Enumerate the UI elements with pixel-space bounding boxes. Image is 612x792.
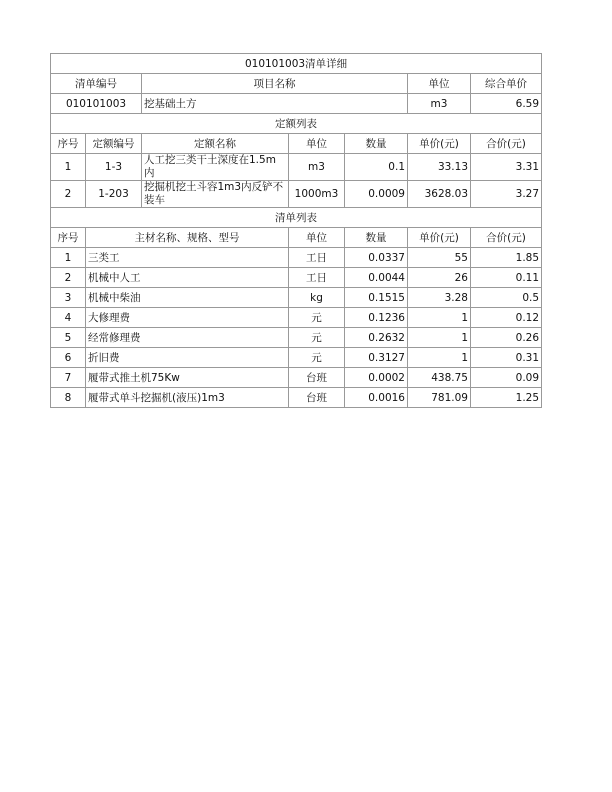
material-header-row (51, 228, 542, 248)
quota-name-header: 定额名称 (142, 134, 289, 154)
quota-name: 挖掘机挖土斗容1m3内反铲不装车 (142, 181, 289, 208)
material-row (51, 268, 542, 288)
material-name: 机械中人工 (86, 268, 289, 288)
bill-row (51, 94, 542, 114)
material-total: 0.31 (471, 348, 542, 368)
quota-code: 1-203 (86, 181, 142, 208)
material-row (51, 308, 542, 328)
material-qty: 0.1515 (345, 288, 408, 308)
bill-detail-table (50, 53, 542, 408)
material-unit-header: 单位 (289, 228, 345, 248)
material-name-header: 主材名称、规格、型号 (86, 228, 289, 248)
material-qty: 0.0337 (345, 248, 408, 268)
material-unit-price: 1 (408, 308, 471, 328)
quota-section-title-row (51, 114, 542, 134)
material-unit-price: 1 (408, 348, 471, 368)
material-total-header: 合价(元) (471, 228, 542, 248)
page-title: 010101003清单详细 (51, 54, 542, 74)
bill-unit: m3 (408, 94, 471, 114)
quota-seq: 1 (51, 154, 86, 181)
material-seq: 3 (51, 288, 86, 308)
material-seq: 1 (51, 248, 86, 268)
quota-row (51, 154, 542, 181)
bill-code-header: 清单编号 (51, 74, 142, 94)
material-unit: 工日 (289, 248, 345, 268)
material-qty: 0.2632 (345, 328, 408, 348)
quota-code: 1-3 (86, 154, 142, 181)
quota-seq: 2 (51, 181, 86, 208)
material-unit-price: 26 (408, 268, 471, 288)
material-unit: 元 (289, 328, 345, 348)
material-name: 三类工 (86, 248, 289, 268)
material-unit: 元 (289, 348, 345, 368)
material-unit: 台班 (289, 388, 345, 408)
quota-code-header: 定额编号 (86, 134, 142, 154)
material-unit-price-header: 单价(元) (408, 228, 471, 248)
material-seq: 5 (51, 328, 86, 348)
material-unit-price: 781.09 (408, 388, 471, 408)
material-total: 0.5 (471, 288, 542, 308)
material-seq: 6 (51, 348, 86, 368)
quota-unit: 1000m3 (289, 181, 345, 208)
material-unit-price: 1 (408, 328, 471, 348)
material-row (51, 388, 542, 408)
material-unit: kg (289, 288, 345, 308)
quota-unit: m3 (289, 154, 345, 181)
material-name: 机械中柴油 (86, 288, 289, 308)
quota-section-title: 定额列表 (51, 114, 542, 134)
material-row (51, 328, 542, 348)
material-unit-price: 438.75 (408, 368, 471, 388)
quota-name: 人工挖三类干土深度在1.5m内 (142, 154, 289, 181)
material-row (51, 248, 542, 268)
material-total: 1.85 (471, 248, 542, 268)
quota-unit-price: 3628.03 (408, 181, 471, 208)
material-seq: 2 (51, 268, 86, 288)
quota-row (51, 181, 542, 208)
bill-code: 010101003 (51, 94, 142, 114)
material-total: 0.11 (471, 268, 542, 288)
material-name: 履带式单斗挖掘机(液压)1m3 (86, 388, 289, 408)
material-qty-header: 数量 (345, 228, 408, 248)
material-seq: 4 (51, 308, 86, 328)
quota-qty: 0.1 (345, 154, 408, 181)
quota-qty: 0.0009 (345, 181, 408, 208)
bill-price-header: 综合单价 (471, 74, 542, 94)
quota-total: 3.31 (471, 154, 542, 181)
quota-unit-header: 单位 (289, 134, 345, 154)
material-unit: 台班 (289, 368, 345, 388)
bill-unit-header: 单位 (408, 74, 471, 94)
material-qty: 0.0044 (345, 268, 408, 288)
material-name: 经常修理费 (86, 328, 289, 348)
material-total: 0.26 (471, 328, 542, 348)
quota-total: 3.27 (471, 181, 542, 208)
material-qty: 0.3127 (345, 348, 408, 368)
material-row (51, 368, 542, 388)
material-unit: 元 (289, 308, 345, 328)
quota-header-row (51, 134, 542, 154)
material-section-title: 清单列表 (51, 208, 542, 228)
material-total: 0.09 (471, 368, 542, 388)
material-name: 大修理费 (86, 308, 289, 328)
material-unit: 工日 (289, 268, 345, 288)
material-total: 1.25 (471, 388, 542, 408)
quota-unit-price: 33.13 (408, 154, 471, 181)
quota-seq-header: 序号 (51, 134, 86, 154)
material-section-title-row (51, 208, 542, 228)
material-seq-header: 序号 (51, 228, 86, 248)
material-row (51, 288, 542, 308)
material-qty: 0.1236 (345, 308, 408, 328)
material-row (51, 348, 542, 368)
quota-total-header: 合价(元) (471, 134, 542, 154)
bill-name-header: 项目名称 (142, 74, 408, 94)
material-seq: 7 (51, 368, 86, 388)
quota-unit-price-header: 单价(元) (408, 134, 471, 154)
title-row (51, 54, 542, 74)
bill-name: 挖基础土方 (142, 94, 408, 114)
quota-qty-header: 数量 (345, 134, 408, 154)
material-unit-price: 3.28 (408, 288, 471, 308)
material-qty: 0.0002 (345, 368, 408, 388)
bill-price: 6.59 (471, 94, 542, 114)
bill-header-row (51, 74, 542, 94)
material-seq: 8 (51, 388, 86, 408)
material-name: 履带式推土机75Kw (86, 368, 289, 388)
material-total: 0.12 (471, 308, 542, 328)
material-unit-price: 55 (408, 248, 471, 268)
material-qty: 0.0016 (345, 388, 408, 408)
material-name: 折旧费 (86, 348, 289, 368)
